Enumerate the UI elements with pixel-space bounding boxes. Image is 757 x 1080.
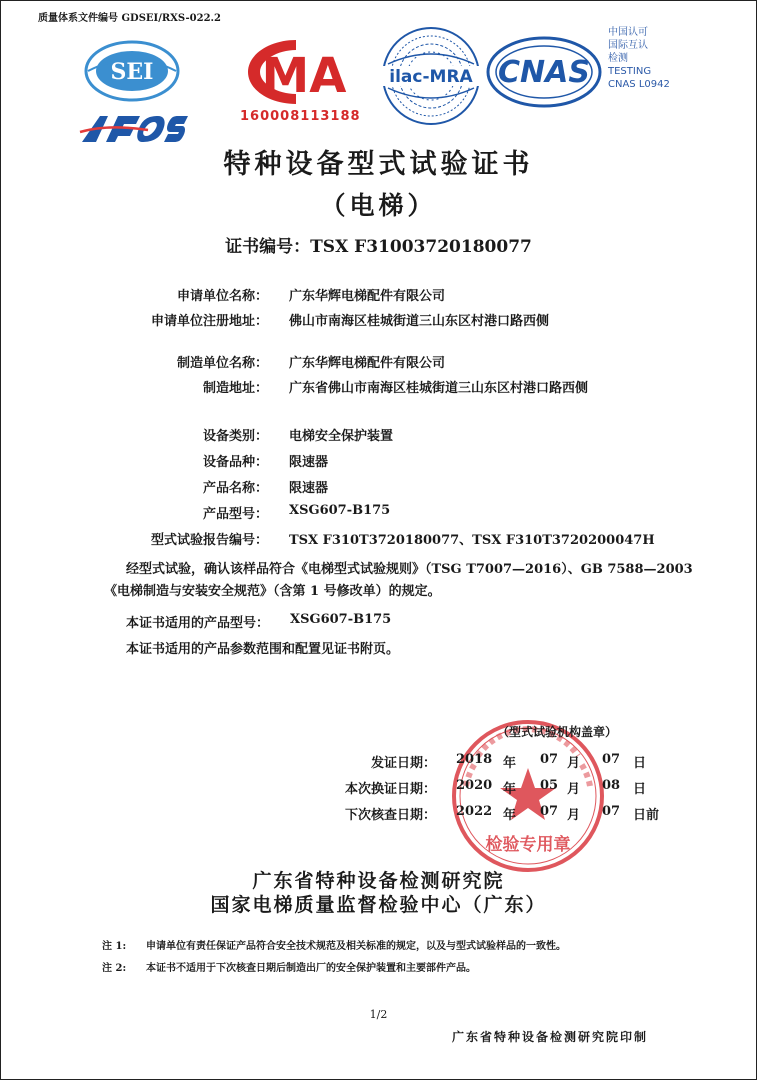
certificate-number: 证书编号：TSX F31003720180077 (225, 237, 532, 257)
renewal-date-month: 05 (540, 778, 559, 793)
applicable-models-value: XSG607-B175 (290, 612, 392, 627)
appendix-note: 本证书适用的产品参数范围和配置见证书附页。 (126, 642, 400, 657)
renewal-date-label: 本次换证日期： (344, 782, 436, 797)
cnas-line: 中国认可 (608, 27, 648, 38)
cma-logo-text: MA (261, 48, 347, 104)
field-label-applicant-address: 申请单位注册地址： (150, 314, 268, 329)
issue-date-label: 发证日期： (370, 756, 436, 771)
conclusion-line-1: 经型式试验，确认该样品符合《电梯型式试验规则》（TSG T7007—2016）、GB 7588—2003 (126, 562, 693, 577)
next-check-date-year: 2022 (456, 804, 493, 819)
field-value-product-name: 限速器 (289, 481, 329, 496)
field-label-manufacture-address: 制造地址： (202, 381, 268, 396)
certificate-subtitle: （电梯） (320, 191, 437, 220)
field-label-equipment-category: 设备类别： (202, 429, 268, 444)
issue-date-month-unit: 月 (567, 756, 581, 771)
field-value-equipment-type: 限速器 (289, 455, 329, 470)
cma-number: 160008113188 (240, 109, 361, 124)
seal-caption: （型式试验机构盖章） (497, 725, 618, 739)
official-seal-stamp (448, 716, 608, 876)
note-1-label: 注 1: (102, 941, 127, 952)
cnas-line: 检测 (608, 53, 628, 64)
renewal-date-month-unit: 月 (567, 782, 581, 797)
cma-logo (238, 34, 358, 108)
renewal-date-day: 08 (602, 778, 621, 793)
ilac-logo-text: ilac-MRA (389, 67, 473, 87)
note-2-text: 本证书不适用于下次核查日期后制造出厂的安全保护装置和主要部件产品。 (146, 963, 476, 974)
next-check-date-year-unit: 年 (503, 808, 517, 823)
field-label-manufacturer: 制造单位名称： (176, 356, 268, 371)
cnas-logo-text: CNAS (498, 55, 590, 90)
renewal-date-year: 2020 (456, 778, 493, 793)
renewal-date-day-unit: 日 (633, 782, 647, 797)
field-label-product-model: 产品型号： (202, 507, 268, 522)
issuing-center: 国家电梯质量监督检验中心（广东） (210, 894, 547, 916)
applicable-models-label: 本证书适用的产品型号： (126, 616, 270, 631)
seal-text: 检验专用章 (485, 835, 571, 855)
cnas-accreditation-text (608, 26, 670, 91)
ilac-mra-logo (376, 24, 486, 128)
next-check-date-month-unit: 月 (567, 808, 581, 823)
field-label-equipment-type: 设备品种： (202, 455, 268, 470)
next-check-date-label: 下次核查日期： (344, 808, 436, 823)
next-check-date-day: 07 (602, 804, 621, 819)
note-1-text: 申请单位有责任保证产品符合安全技术规范及相关标准的规定，以及与型式试验样品的一致性。 (146, 941, 566, 952)
issue-date-day: 07 (602, 752, 621, 767)
page-number: 1/2 (369, 1008, 388, 1021)
cnas-line: TESTING (608, 66, 652, 77)
doc-number: 质量体系文件编号 GDSEI/RXS-022.2 (38, 13, 221, 24)
field-value-manufacturer: 广东华辉电梯配件有限公司 (289, 356, 446, 371)
field-value-applicant: 广东华辉电梯配件有限公司 (289, 289, 446, 304)
field-value-applicant-address: 佛山市南海区桂城街道三山东区村港口路西侧 (289, 314, 550, 329)
issue-date-year: 2018 (456, 752, 493, 767)
aqs-logo (78, 112, 190, 146)
issue-date-year-unit: 年 (503, 756, 517, 771)
cnas-line: CNAS L0942 (608, 79, 670, 90)
certificate-title: 特种设备型式试验证书 (223, 149, 534, 180)
field-value-report-number: TSX F310T3720180077、TSX F310T3720200047H (289, 533, 655, 548)
field-value-product-model: XSG607-B175 (289, 503, 391, 518)
cnas-logo (484, 34, 604, 110)
next-check-date-day-unit: 日前 (633, 808, 660, 823)
issuing-organization: 广东省特种设备检测研究院 (252, 870, 505, 892)
next-check-date-month: 07 (540, 804, 559, 819)
sei-logo (84, 40, 180, 102)
field-label-applicant: 申请单位名称： (176, 289, 268, 304)
cnas-line: 国际互认 (608, 40, 648, 51)
field-label-product-name: 产品名称： (202, 481, 268, 496)
field-label-report-number: 型式试验报告编号： (150, 533, 268, 548)
sei-logo-text: SEI (110, 59, 154, 85)
printer-line: 广东省特种设备检测研究院印制 (452, 1030, 649, 1044)
renewal-date-year-unit: 年 (503, 782, 517, 797)
field-value-equipment-category: 电梯安全保护装置 (289, 429, 394, 444)
conclusion-line-2: 《电梯制造与安装安全规范》（含第 1 号修改单）的规定。 (104, 584, 441, 599)
issue-date-day-unit: 日 (633, 756, 647, 771)
note-2-label: 注 2: (102, 963, 127, 974)
field-value-manufacture-address: 广东省佛山市南海区桂城街道三山东区村港口路西侧 (289, 381, 589, 396)
issue-date-month: 07 (540, 752, 559, 767)
